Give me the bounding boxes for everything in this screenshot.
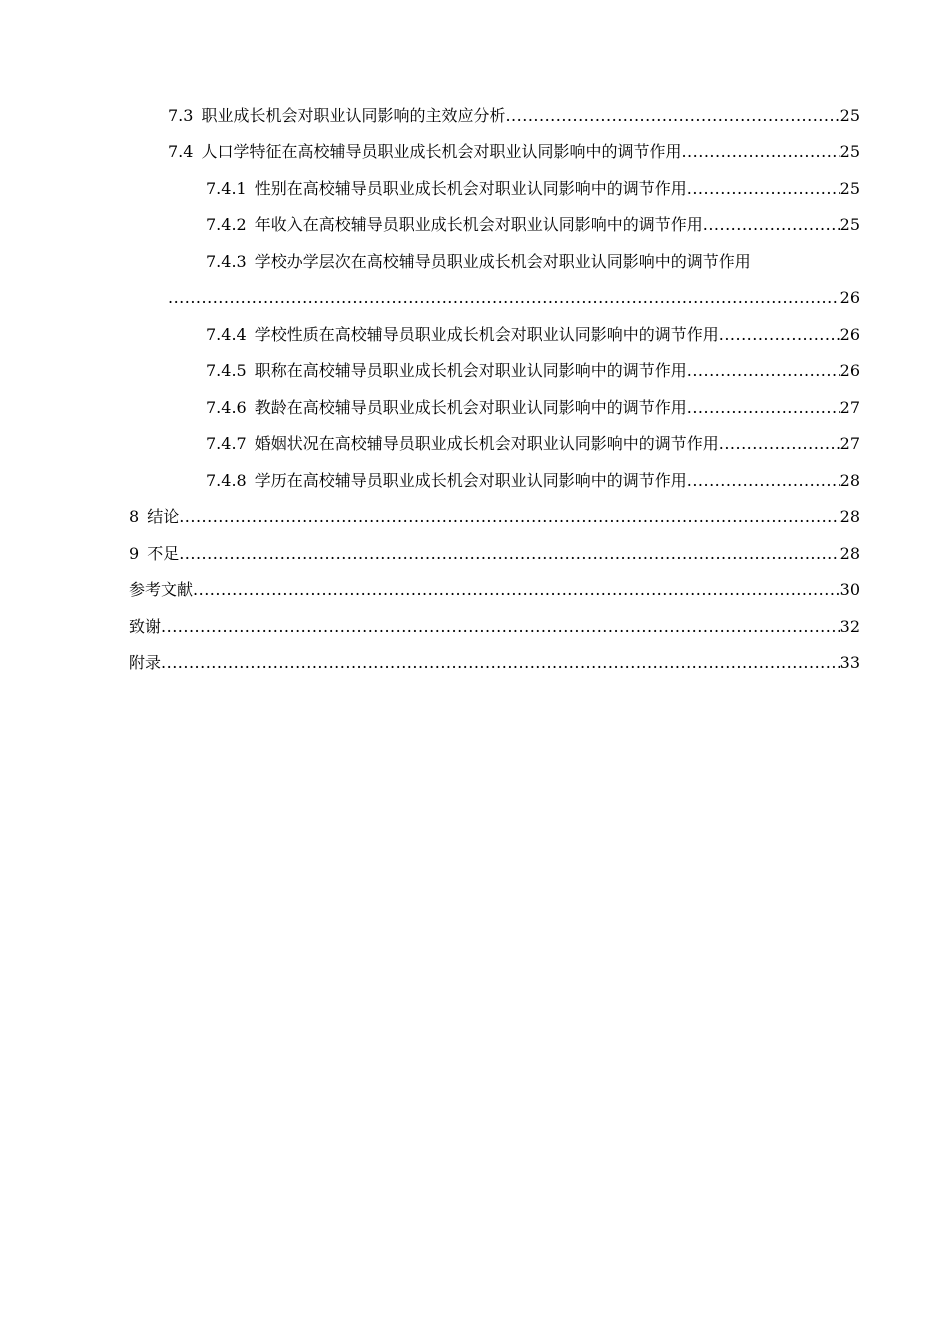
dot-leader (719, 434, 840, 454)
dot-leader (193, 580, 840, 600)
toc-entry-title: 不足 (147, 543, 180, 563)
toc-entry-title: 职业成长机会对职业认同影响的主效应分析 (201, 105, 506, 125)
toc-entry-title: 性别在高校辅导员职业成长机会对职业认同影响中的调节作用 (254, 178, 687, 198)
toc-entry-number: 7.4.1 (206, 178, 247, 198)
toc-entry-7-4-7[interactable] (129, 418, 860, 455)
toc-entry-8[interactable] (129, 491, 860, 528)
dot-leader (168, 288, 838, 308)
dot-leader (687, 179, 840, 199)
toc-entry-9[interactable] (129, 527, 860, 564)
dot-leader (505, 106, 839, 126)
dot-leader (703, 215, 840, 235)
toc-entry-title: 致谢 (129, 616, 162, 636)
toc-entry-page: 26 (839, 361, 860, 380)
toc-entry-number: 7.4.4 (206, 324, 247, 344)
dot-leader (719, 325, 840, 345)
toc-entry-page: 32 (839, 616, 860, 636)
toc-entry-page: 27 (839, 434, 860, 453)
toc-entry-7-4-6[interactable] (129, 381, 860, 418)
toc-entry-title: 年收入在高校辅导员职业成长机会对职业认同影响中的调节作用 (254, 215, 703, 234)
toc-entry-7-4-3[interactable] (129, 235, 860, 272)
toc-entry-7-4-1[interactable] (129, 162, 860, 199)
toc-entry-number: 7.4.6 (206, 397, 247, 417)
toc-entry-page: 26 (839, 324, 860, 344)
toc-entry-title: 人口学特征在高校辅导员职业成长机会对职业认同影响中的调节作用 (201, 142, 682, 161)
dot-leader (161, 617, 840, 637)
toc-entry-title: 学校办学层次在高校辅导员职业成长机会对职业认同影响中的调节作用 (254, 251, 751, 271)
toc-entry-7-4-4[interactable] (129, 308, 860, 345)
toc-entry-page: 26 (839, 288, 860, 307)
toc-entry-number: 9 (129, 543, 140, 563)
toc-entry-page: 27 (839, 397, 860, 417)
toc-entry-number: 7.4.2 (206, 215, 247, 234)
toc-entry-number: 7.4.8 (206, 470, 247, 490)
toc-entry-page: 28 (839, 507, 860, 526)
toc-entry-number: 7.4 (168, 142, 194, 161)
toc-entry-page: 28 (839, 543, 860, 563)
dot-leader (179, 544, 839, 564)
toc-entry-references[interactable] (129, 564, 860, 601)
toc-entry-page: 25 (839, 105, 860, 125)
toc-entry-title: 结论 (147, 507, 180, 526)
toc-entry-number: 8 (129, 507, 140, 526)
toc-entry-page: 30 (839, 580, 860, 599)
toc-entry-title: 学历在高校辅导员职业成长机会对职业认同影响中的调节作用 (254, 470, 687, 490)
toc-entry-page: 25 (839, 142, 860, 161)
toc-entry-page: 33 (839, 653, 860, 672)
toc-entry-title: 教龄在高校辅导员职业成长机会对职业认同影响中的调节作用 (254, 397, 687, 417)
dot-leader (687, 361, 840, 381)
toc-entry-number: 7.4.5 (206, 361, 247, 380)
toc-entry-appendix[interactable] (129, 637, 860, 674)
toc-entry-7-4-5[interactable] (129, 345, 860, 382)
toc-entry-title: 学校性质在高校辅导员职业成长机会对职业认同影响中的调节作用 (254, 324, 719, 344)
toc-entry-acknowledgements[interactable] (129, 600, 860, 637)
toc-entry-7-4-3-continuation[interactable] (129, 272, 860, 309)
toc-entry-title: 附录 (129, 653, 162, 672)
toc-entry-number: 7.4.3 (206, 251, 247, 271)
dot-leader (687, 398, 840, 418)
toc-entry-page: 25 (839, 215, 860, 234)
toc-entry-title: 职称在高校辅导员职业成长机会对职业认同影响中的调节作用 (254, 361, 687, 380)
toc-entry-title: 婚姻状况在高校辅导员职业成长机会对职业认同影响中的调节作用 (254, 434, 719, 453)
toc-entry-title: 参考文献 (129, 580, 194, 599)
table-of-contents (129, 89, 860, 673)
toc-entry-7-4[interactable] (129, 126, 860, 163)
toc-entry-page: 28 (839, 470, 860, 490)
toc-entry-page: 25 (839, 178, 860, 198)
toc-entry-number: 7.3 (168, 105, 194, 125)
toc-entry-7-3[interactable] (129, 89, 860, 126)
dot-leader (681, 142, 839, 162)
dot-leader (161, 653, 840, 673)
toc-entry-number: 7.4.7 (206, 434, 247, 453)
dot-leader (687, 471, 840, 491)
toc-entry-7-4-2[interactable] (129, 199, 860, 236)
toc-entry-7-4-8[interactable] (129, 454, 860, 491)
dot-leader (179, 507, 839, 527)
